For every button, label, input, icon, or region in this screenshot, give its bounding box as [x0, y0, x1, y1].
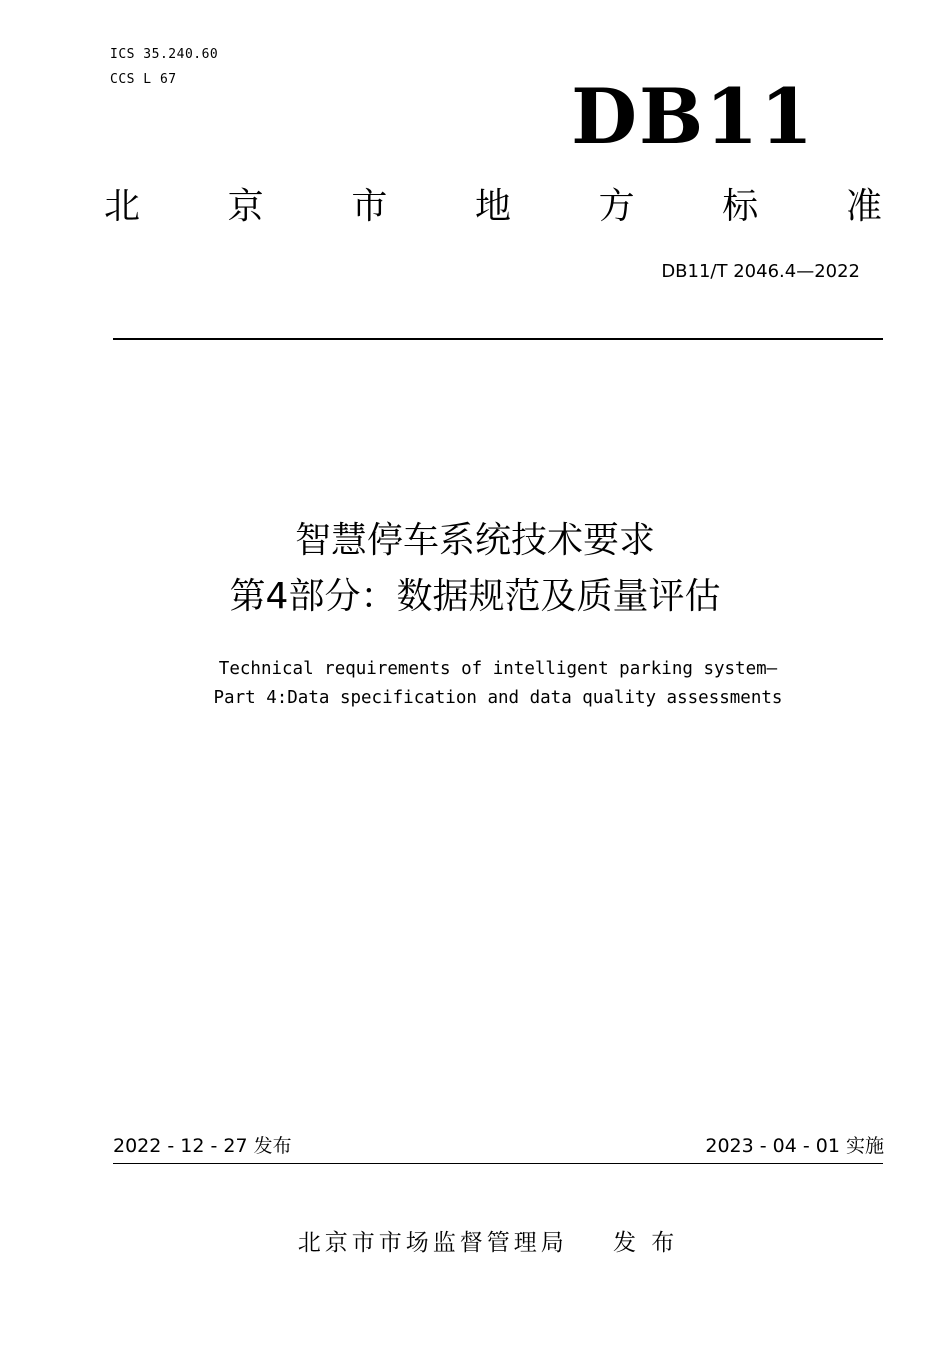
standard-type-heading	[104, 182, 882, 232]
db11-logo: DB11	[571, 72, 815, 161]
issuing-authority: 北京市市场监督管理局 发 布	[297, 1230, 679, 1256]
standard-type-char: 京	[227, 186, 264, 227]
title-english-line-1: Technical requirements of intelligent parking system—	[218, 659, 778, 679]
standard-type-char: 方	[598, 186, 635, 227]
top-divider	[113, 338, 883, 340]
implementation-date: 2023 - 04 - 01 实施	[705, 1135, 884, 1157]
title-english-line-2: Part 4:Data specification and data quality assessments	[213, 688, 783, 708]
issue-date: 2022 - 12 - 27 发布	[113, 1135, 292, 1157]
standard-type-char: 市	[351, 186, 388, 227]
standard-number: DB11/T 2046.4—2022	[661, 261, 860, 282]
standard-type-char: 北	[104, 186, 141, 227]
standard-type-char: 标	[722, 186, 759, 227]
standard-type-char: 准	[845, 186, 882, 227]
standard-type-char: 地	[474, 186, 511, 227]
bottom-divider	[113, 1163, 883, 1164]
ics-code: ICS 35.240.60	[110, 47, 219, 62]
ccs-code: CCS L 67	[110, 72, 177, 87]
title-chinese-line-2: 第4部分：数据规范及质量评估	[229, 576, 721, 617]
title-chinese-line-1: 智慧停车系统技术要求	[294, 520, 655, 561]
